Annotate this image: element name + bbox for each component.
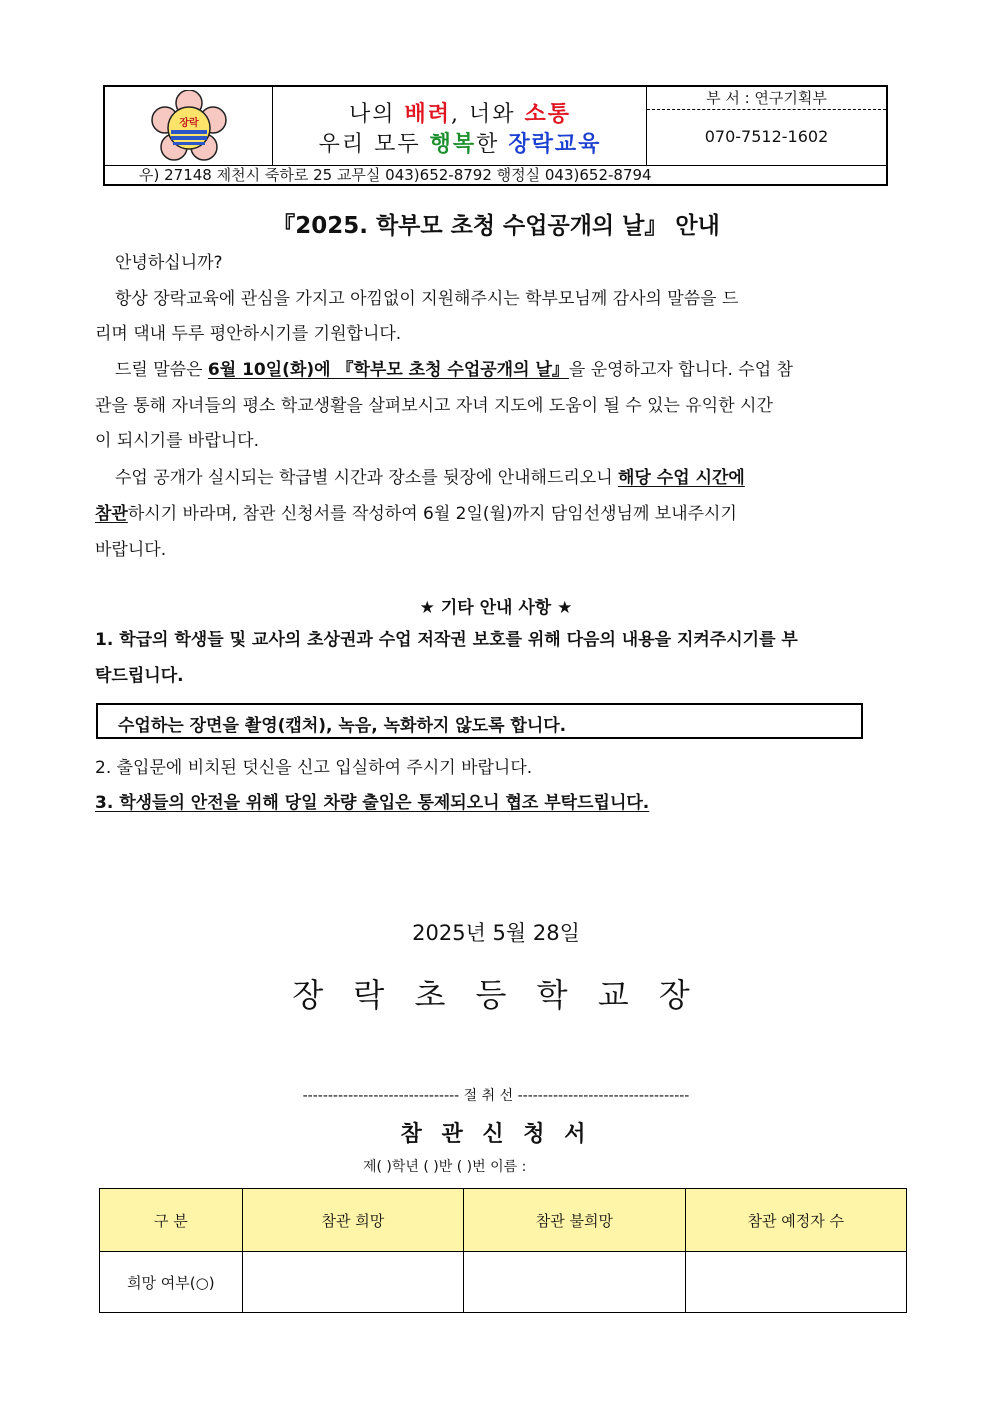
slogan1-part-0: 나의 (348, 102, 405, 127)
para2-line3: 이 되시기를 바랍니다. (95, 431, 260, 451)
other-info-item1-line1: 1. 학급의 학생들 및 교사의 초상권과 수업 저작권 보호를 위해 다음의 내용을 지켜주시기를 부 (95, 630, 798, 650)
table-row (100, 1252, 907, 1313)
student-info-line: 제( )학년 ( )반 ( )번 이름 : (363, 1159, 527, 1175)
phone-number: 070-7512-1602 (704, 127, 829, 146)
slogan2-part-0: 우리 모두 (318, 132, 430, 157)
attend-highlight-2: 참관 (95, 504, 128, 524)
attendee-count-cell[interactable] (685, 1252, 906, 1313)
school-logo-icon (149, 90, 229, 162)
logo-cell (105, 87, 273, 165)
department-label: 부 서 : 연구기획부 (647, 87, 886, 110)
slogan1-part-2: , 너와 (451, 102, 525, 127)
form-title: 참 관 신 청 서 (400, 1121, 592, 1147)
other-info-item2: 2. 출입문에 비치된 덧신을 신고 입실하여 주시기 바랍니다. (95, 758, 533, 778)
slogan-line-1 (273, 97, 647, 128)
not-attend-cell[interactable] (464, 1252, 685, 1313)
header-not-attend: 참관 불희망 (464, 1189, 685, 1252)
para3-line2-b: 하시기 바라며, 참관 신청서를 작성하여 6월 2일(월)까지 담임선생님께 보내주시기 (127, 504, 737, 524)
header-attendee-count: 참관 예정자 수 (685, 1189, 906, 1252)
slogan1-part-1: 배려 (404, 101, 451, 127)
para1-line2: 리며 댁내 두루 평안하시기를 기원합니다. (95, 324, 402, 344)
para3-line2 (95, 503, 737, 525)
notice-text: 수업하는 장면을 촬영(캡처), 녹음, 녹화하지 않도록 합니다. (118, 716, 567, 736)
notice-box (96, 703, 863, 739)
principal-signature: 장 락 초 등 학 교 장 (292, 976, 700, 1014)
address-row (105, 165, 886, 184)
address-text: 우) 27148 제천시 죽하로 25 교무실 043)652-8792 행정실 043)652-8794 (139, 166, 652, 184)
other-info-item1-line2: 탁드립니다. (95, 666, 184, 686)
slogan-cell (273, 87, 647, 165)
para1-line1: 항상 장락교육에 관심을 가지고 아낌없이 지원해주시는 학부모님께 감사의 말씀을 드 (115, 289, 739, 309)
para3-line1-a: 수업 공개가 실시되는 학급별 시간과 장소를 뒷장에 안내해드리오니 (115, 468, 619, 488)
slogan2-part-1: 행복 (429, 131, 477, 157)
svg-text:장락: 장락 (179, 118, 199, 129)
attendance-table (99, 1188, 907, 1313)
row-label: 희망 여부(○) (100, 1252, 243, 1313)
greeting: 안녕하십니까? (115, 253, 223, 273)
cut-line: ------------------------------- 절 취 선 ---------------------------------- (302, 1088, 690, 1104)
issue-date: 2025년 5월 28일 (412, 921, 580, 945)
para2-line1-c: 을 운영하고자 합니다. 수업 참 (568, 360, 793, 380)
header-attend: 참관 희망 (242, 1189, 463, 1252)
attend-highlight-1: 해당 수업 시간에 (618, 468, 745, 488)
para3-line1 (115, 467, 745, 489)
para2-line1 (115, 359, 793, 381)
letterhead (103, 85, 888, 186)
slogan-line-2 (273, 127, 647, 158)
attend-cell[interactable] (242, 1252, 463, 1313)
para2-line1-a: 드릴 말씀은 (115, 360, 208, 380)
other-info-item3: 3. 학생들의 안전을 위해 당일 차량 출입은 통제되오니 협조 부탁드립니다. (95, 793, 650, 813)
info-cell (647, 87, 886, 165)
para3-line3: 바랍니다. (95, 540, 167, 560)
para2-line2: 관을 통해 자녀들의 평소 학교생활을 살펴보시고 자녀 지도에 도움이 될 수 있는 유익한 시간 (95, 396, 773, 416)
slogan1-part-3: 소통 (524, 101, 571, 127)
slogan2-part-3: 장락교육 (508, 131, 602, 157)
page-title: 『2025. 학부모 초청 수업공개의 날』 안내 (272, 213, 720, 239)
event-date-highlight: 6월 10일(화)에 『학부모 초청 수업공개의 날』 (207, 360, 569, 380)
table-header-row (100, 1189, 907, 1252)
other-info-heading: ★ 기타 안내 사항 ★ (419, 598, 573, 618)
slogan2-part-2: 한 (476, 132, 509, 157)
header-category: 구 분 (100, 1189, 243, 1252)
